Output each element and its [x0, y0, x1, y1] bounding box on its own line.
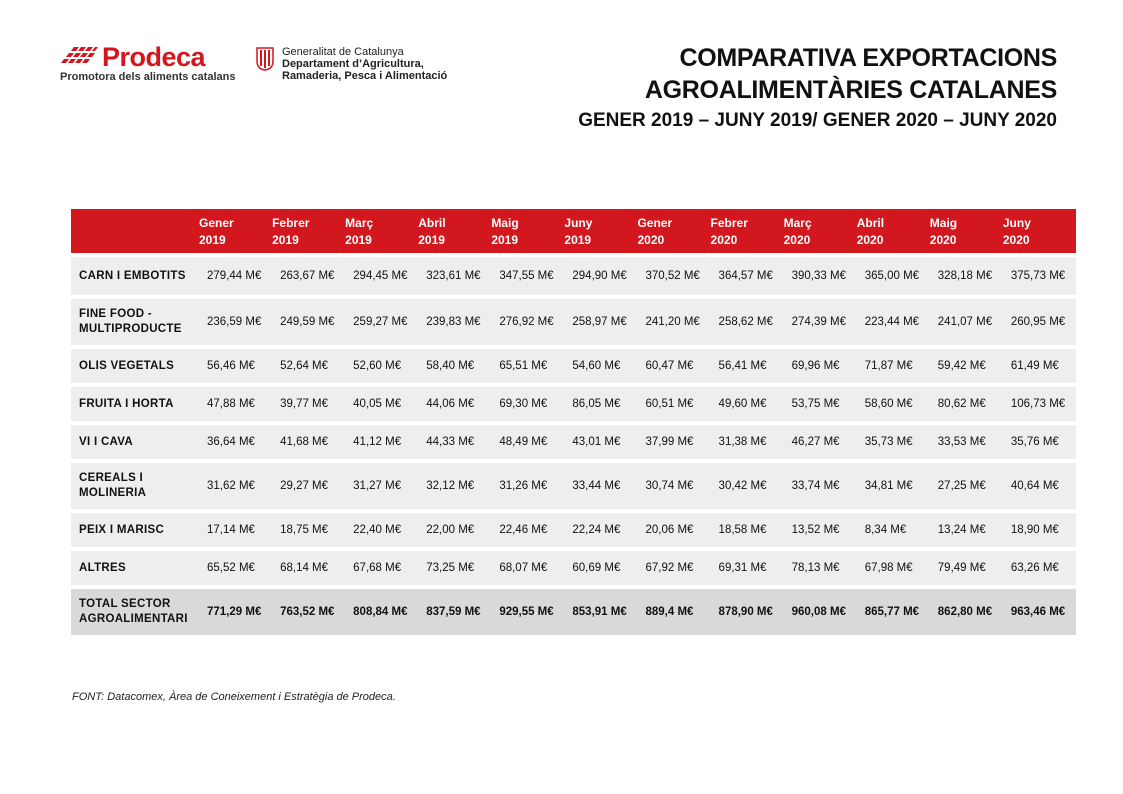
value-cell: 837,59 M€: [418, 589, 491, 635]
value-cell: 258,97 M€: [564, 299, 637, 345]
generalitat-logo: [256, 46, 447, 82]
column-header: [857, 209, 930, 253]
value-cell: 20,06 M€: [637, 513, 710, 547]
value-cell: 323,61 M€: [418, 257, 491, 295]
value-cell: 878,90 M€: [711, 589, 784, 635]
value-cell: 31,26 M€: [491, 463, 564, 509]
value-cell: 41,12 M€: [345, 425, 418, 459]
value-cell: 63,26 M€: [1003, 551, 1076, 585]
value-cell: 33,74 M€: [784, 463, 857, 509]
value-cell: 35,76 M€: [1003, 425, 1076, 459]
value-cell: 365,00 M€: [857, 257, 930, 295]
value-cell: 33,53 M€: [930, 425, 1003, 459]
source-note: FONT: Datacomex, Àrea de Coneixement i Estratègia de Prodeca.: [72, 691, 396, 703]
column-month: Abril: [856, 216, 885, 230]
column-month: Març: [345, 216, 374, 230]
value-cell: 61,49 M€: [1003, 349, 1076, 383]
value-cell: 22,24 M€: [564, 513, 637, 547]
table-row: [71, 551, 1076, 585]
value-cell: 69,31 M€: [711, 551, 784, 585]
generalitat-name: Generalitat de Catalunya: [282, 46, 404, 58]
value-cell: 44,33 M€: [418, 425, 491, 459]
value-cell: 46,27 M€: [784, 425, 857, 459]
value-cell: 78,13 M€: [784, 551, 857, 585]
title-period: GENER 2019 – JUNY 2019/ GENER 2020 – JUNY 2020: [578, 110, 1057, 131]
value-cell: 48,49 M€: [491, 425, 564, 459]
value-cell: 31,62 M€: [199, 463, 272, 509]
value-cell: 27,25 M€: [930, 463, 1003, 509]
value-cell: 71,87 M€: [857, 349, 930, 383]
value-cell: 40,64 M€: [1003, 463, 1076, 509]
value-cell: 390,33 M€: [784, 257, 857, 295]
value-cell: 865,77 M€: [857, 589, 930, 635]
column-header: [345, 209, 418, 253]
value-cell: 13,52 M€: [784, 513, 857, 547]
value-cell: 41,68 M€: [272, 425, 345, 459]
value-cell: 258,62 M€: [711, 299, 784, 345]
value-cell: 106,73 M€: [1003, 387, 1076, 421]
value-cell: 39,77 M€: [272, 387, 345, 421]
column-month: Gener: [637, 216, 673, 230]
value-cell: 44,06 M€: [418, 387, 491, 421]
value-cell: 862,80 M€: [930, 589, 1003, 635]
column-month: Març: [783, 216, 812, 230]
value-cell: 67,98 M€: [857, 551, 930, 585]
value-cell: 60,51 M€: [637, 387, 710, 421]
value-cell: 52,60 M€: [345, 349, 418, 383]
value-cell: 22,00 M€: [418, 513, 491, 547]
table-row: [71, 463, 1076, 509]
generalitat-shield-icon: [256, 47, 274, 71]
value-cell: 49,60 M€: [711, 387, 784, 421]
value-cell: 241,20 M€: [637, 299, 710, 345]
value-cell: 32,12 M€: [418, 463, 491, 509]
value-cell: 69,96 M€: [784, 349, 857, 383]
value-cell: 328,18 M€: [930, 257, 1003, 295]
value-cell: 276,92 M€: [491, 299, 564, 345]
value-cell: 33,44 M€: [564, 463, 637, 509]
value-cell: 18,90 M€: [1003, 513, 1076, 547]
value-cell: 40,05 M€: [345, 387, 418, 421]
value-cell: 67,92 M€: [637, 551, 710, 585]
title-line-2: AGROALIMENTÀRIES CATALANES: [644, 76, 1057, 104]
value-cell: 8,34 M€: [857, 513, 930, 547]
column-month: Juny: [564, 216, 593, 230]
value-cell: 263,67 M€: [272, 257, 345, 295]
value-cell: 43,01 M€: [564, 425, 637, 459]
value-cell: 375,73 M€: [1003, 257, 1076, 295]
value-cell: 223,44 M€: [857, 299, 930, 345]
value-cell: 68,14 M€: [272, 551, 345, 585]
row-label: FINE FOOD - MULTIPRODUCTE: [71, 299, 199, 345]
row-label: ALTRES: [71, 551, 199, 585]
exports-table: [71, 205, 1076, 639]
value-cell: 58,60 M€: [857, 387, 930, 421]
header-corner: [71, 209, 199, 253]
column-header: [199, 209, 272, 253]
column-year: 2020: [783, 233, 811, 247]
column-month: Maig: [491, 216, 519, 230]
document-title: [578, 42, 1057, 134]
column-month: Febrer: [710, 216, 748, 230]
table-row: [71, 299, 1076, 345]
column-year: 2020: [637, 233, 665, 247]
column-year: 2020: [856, 233, 884, 247]
column-year: 2020: [929, 233, 957, 247]
table-row: [71, 425, 1076, 459]
prodeca-tagline: Promotora dels aliments catalans: [60, 71, 236, 83]
row-label: CARN I EMBOTITS: [71, 257, 199, 295]
value-cell: 960,08 M€: [784, 589, 857, 635]
value-cell: 249,59 M€: [272, 299, 345, 345]
column-year: 2019: [272, 233, 299, 247]
column-header: [637, 209, 710, 253]
value-cell: 53,75 M€: [784, 387, 857, 421]
column-year: 2019: [564, 233, 592, 247]
value-cell: 294,90 M€: [564, 257, 637, 295]
value-cell: 31,38 M€: [711, 425, 784, 459]
value-cell: 771,29 M€: [199, 589, 272, 635]
table-header-row: [71, 209, 1076, 253]
row-label: PEIX I MARISC: [71, 513, 199, 547]
value-cell: 73,25 M€: [418, 551, 491, 585]
value-cell: 35,73 M€: [857, 425, 930, 459]
value-cell: 294,45 M€: [345, 257, 418, 295]
row-label: TOTAL SECTOR AGROALIMENTARI: [71, 589, 199, 635]
value-cell: 17,14 M€: [199, 513, 272, 547]
column-month: Maig: [929, 216, 958, 230]
value-cell: 241,07 M€: [930, 299, 1003, 345]
value-cell: 260,95 M€: [1003, 299, 1076, 345]
column-month: Gener: [199, 216, 234, 230]
table-row: [71, 257, 1076, 295]
column-header: [784, 209, 857, 253]
value-cell: 54,60 M€: [564, 349, 637, 383]
value-cell: 60,47 M€: [637, 349, 710, 383]
value-cell: 929,55 M€: [491, 589, 564, 635]
value-cell: 274,39 M€: [784, 299, 857, 345]
value-cell: 29,27 M€: [272, 463, 345, 509]
column-month: Abril: [418, 216, 446, 230]
value-cell: 31,27 M€: [345, 463, 418, 509]
value-cell: 79,49 M€: [930, 551, 1003, 585]
column-year: 2019: [418, 233, 445, 247]
value-cell: 370,52 M€: [637, 257, 710, 295]
value-cell: 68,07 M€: [491, 551, 564, 585]
value-cell: 37,99 M€: [637, 425, 710, 459]
value-cell: 58,40 M€: [418, 349, 491, 383]
total-row: [71, 589, 1076, 635]
row-label: CEREALS I MOLINERIA: [71, 463, 199, 509]
column-year: 2019: [345, 233, 372, 247]
value-cell: 236,59 M€: [199, 299, 272, 345]
department-line2: Ramaderia, Pesca i Alimentació: [282, 70, 448, 82]
value-cell: 808,84 M€: [345, 589, 418, 635]
table-row: [71, 387, 1076, 421]
value-cell: 47,88 M€: [199, 387, 272, 421]
row-label: FRUITA I HORTA: [71, 387, 199, 421]
column-header: [418, 209, 491, 253]
column-year: 2020: [710, 233, 738, 247]
prodeca-dots-icon: [60, 46, 98, 68]
row-label: OLIS VEGETALS: [71, 349, 199, 383]
value-cell: 22,46 M€: [491, 513, 564, 547]
value-cell: 279,44 M€: [199, 257, 272, 295]
value-cell: 80,62 M€: [930, 387, 1003, 421]
value-cell: 65,52 M€: [199, 551, 272, 585]
table-row: [71, 513, 1076, 547]
column-year: 2019: [199, 233, 226, 247]
row-label: VI I CAVA: [71, 425, 199, 459]
value-cell: 56,41 M€: [711, 349, 784, 383]
value-cell: 259,27 M€: [345, 299, 418, 345]
value-cell: 60,69 M€: [564, 551, 637, 585]
value-cell: 239,83 M€: [418, 299, 491, 345]
prodeca-brand-name: Prodeca: [102, 42, 206, 72]
column-header: [491, 209, 564, 253]
value-cell: 18,75 M€: [272, 513, 345, 547]
value-cell: 86,05 M€: [564, 387, 637, 421]
column-header: [930, 209, 1003, 253]
column-month: Juny: [1002, 216, 1031, 230]
title-line-1: COMPARATIVA EXPORTACIONS: [679, 44, 1057, 72]
value-cell: 56,46 M€: [199, 349, 272, 383]
column-month: Febrer: [272, 216, 310, 230]
value-cell: 36,64 M€: [199, 425, 272, 459]
column-year: 2019: [491, 233, 519, 247]
table-row: [71, 349, 1076, 383]
value-cell: 889,4 M€: [637, 589, 710, 635]
value-cell: 963,46 M€: [1003, 589, 1076, 635]
value-cell: 67,68 M€: [345, 551, 418, 585]
value-cell: 347,55 M€: [491, 257, 564, 295]
value-cell: 34,81 M€: [857, 463, 930, 509]
column-header: [711, 209, 784, 253]
column-header: [564, 209, 637, 253]
value-cell: 22,40 M€: [345, 513, 418, 547]
value-cell: 69,30 M€: [491, 387, 564, 421]
value-cell: 30,74 M€: [637, 463, 710, 509]
value-cell: 52,64 M€: [272, 349, 345, 383]
column-year: 2020: [1002, 233, 1030, 247]
value-cell: 13,24 M€: [930, 513, 1003, 547]
value-cell: 30,42 M€: [711, 463, 784, 509]
column-header: [1003, 209, 1076, 253]
value-cell: 853,91 M€: [564, 589, 637, 635]
value-cell: 18,58 M€: [711, 513, 784, 547]
prodeca-logo: [60, 44, 235, 83]
column-header: [272, 209, 345, 253]
value-cell: 364,57 M€: [711, 257, 784, 295]
value-cell: 65,51 M€: [491, 349, 564, 383]
department-line1: Departament d’Agricultura,: [282, 58, 424, 70]
value-cell: 59,42 M€: [930, 349, 1003, 383]
value-cell: 763,52 M€: [272, 589, 345, 635]
